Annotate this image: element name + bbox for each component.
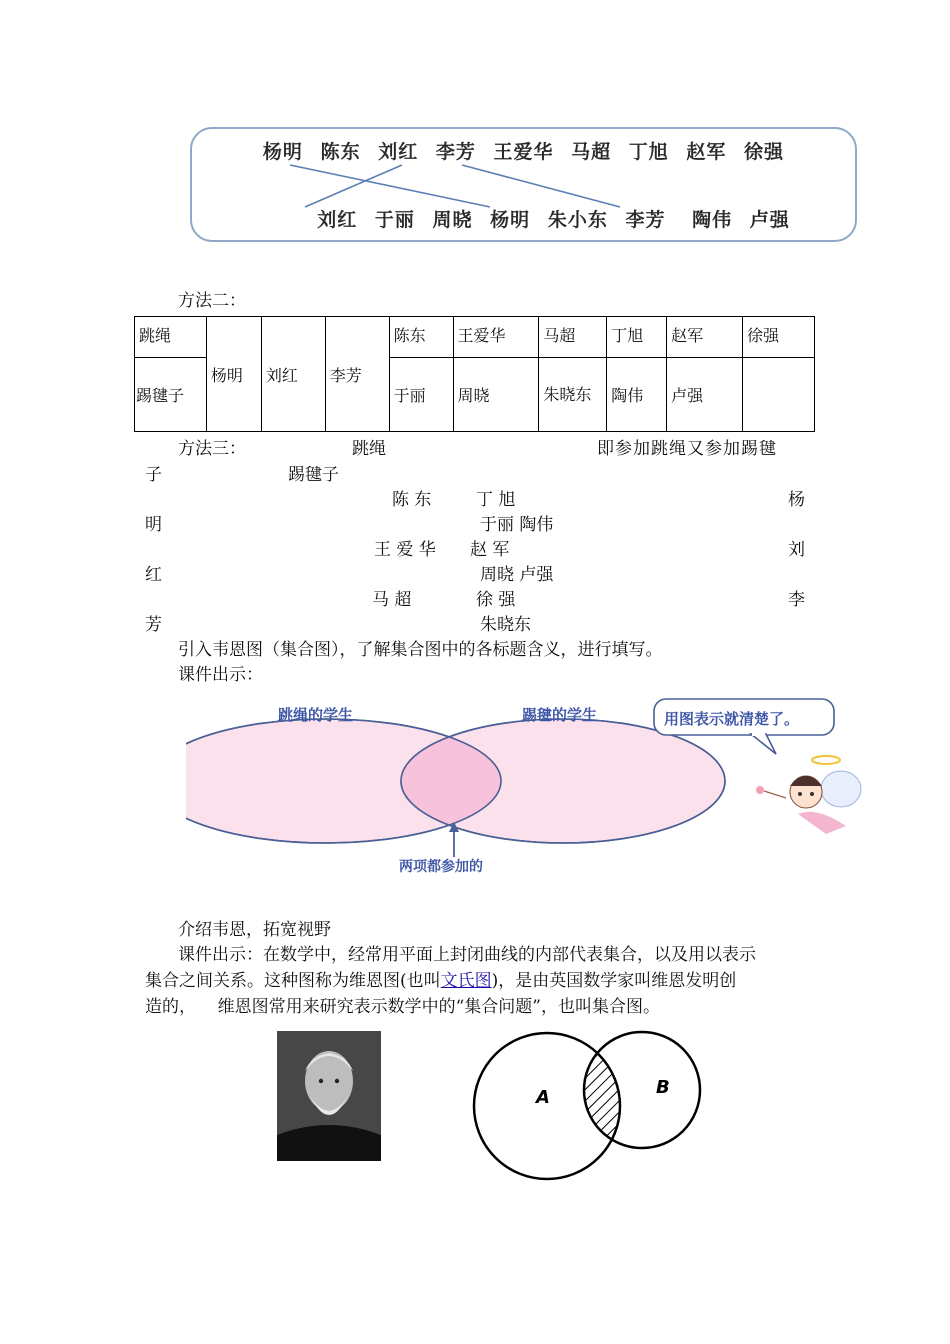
method3-heading: 方法三： — [178, 439, 246, 459]
name-item: 王爱华 — [493, 141, 554, 163]
table-cell: 陈东 — [389, 317, 453, 358]
method2-table — [134, 316, 815, 432]
name-item: 朱小东 — [547, 209, 608, 231]
portrait-svg — [277, 1031, 381, 1161]
jump-set-label: 跳绳的学生 — [278, 706, 354, 724]
method2-heading: 方法二： — [178, 291, 246, 311]
table-cell: 王爱华 — [453, 317, 539, 358]
method3-kick-label: 踢毽子 — [288, 465, 339, 485]
table-cell: 马超 — [539, 317, 607, 358]
intro-line: 引入韦恩图（集合图），了解集合图中的各标题含义，进行填写。 — [178, 640, 663, 660]
name-item: 卢强 — [749, 209, 790, 231]
method3-entry: 于丽 陶伟 — [480, 515, 554, 535]
method3-entry: 王 爱 华 — [374, 540, 436, 560]
method3-entry: 李 — [788, 590, 805, 610]
names-box — [190, 127, 857, 242]
body-text: 集合之间关系。这种图称为维恩图(也叫 — [145, 971, 441, 991]
body-paragraph-line: 课件出示：在数学中，经常用平面上封闭曲线的内部代表集合，以及用以表示 — [178, 945, 756, 965]
fairy-character-icon — [756, 756, 861, 834]
name-item: 刘红 — [378, 141, 419, 163]
table-cell: 李芳 — [325, 317, 389, 432]
kick-set-label: 踢毽的学生 — [522, 706, 598, 724]
method3-entry: 马 超 — [372, 590, 412, 610]
method3-entry: 丁 旭 — [476, 490, 516, 510]
table-cell: 周晓 — [453, 358, 539, 432]
method3-entry: 周晓 卢强 — [480, 565, 554, 585]
name-item: 徐强 — [744, 141, 785, 163]
venn-portrait — [277, 1031, 381, 1161]
method3-entry: 徐 强 — [476, 590, 516, 610]
intro2-title: 介绍韦恩，拓宽视野 — [178, 920, 331, 940]
table-cell: 陶伟 — [607, 358, 667, 432]
table-cell: 卢强 — [667, 358, 743, 432]
match-line — [462, 165, 620, 207]
body-paragraph-line: 造的， 维恩图常用来研究表示数学中的“集合问题”，也叫集合图。 — [145, 997, 660, 1017]
table-cell — [743, 358, 815, 432]
table-cell: 杨明 — [206, 317, 261, 432]
method3-both-label: 即参加跳绳又参加踢毽 — [597, 439, 777, 459]
wenn-diagram-link[interactable]: 文氏图 — [440, 971, 492, 991]
name-item: 周晓 — [432, 209, 473, 231]
method3-entry: 明 — [145, 515, 162, 535]
courseware-line: 课件出示： — [178, 665, 263, 685]
table-cell: 于丽 — [389, 358, 453, 432]
set-b-label: B — [656, 1077, 670, 1098]
table-cell: 刘红 — [261, 317, 325, 432]
match-lines — [190, 127, 857, 242]
name-item: 杨明 — [262, 141, 303, 163]
table-cell: 丁旭 — [607, 317, 667, 358]
name-item: 李芳 — [625, 209, 666, 231]
method3-entry: 刘 — [788, 540, 805, 560]
venn-illustration — [186, 694, 866, 884]
both-label: 两项都参加的 — [399, 859, 483, 875]
name-item: 于丽 — [374, 209, 415, 231]
name-item: 丁旭 — [628, 141, 669, 163]
name-item: 李芳 — [435, 141, 476, 163]
name-item: 陈东 — [320, 141, 361, 163]
venn-ab-diagram — [466, 1027, 706, 1187]
table-cell: 徐强 — [743, 317, 815, 358]
method3-entry: 红 — [145, 565, 162, 585]
body-paragraph-line — [145, 966, 736, 991]
method3-jump-label: 跳绳 — [352, 439, 386, 459]
name-item: 陶伟 — [692, 209, 733, 231]
method3-entry: 杨 — [788, 490, 805, 510]
method3-entry: 赵 军 — [470, 540, 510, 560]
method3-entry: 芳 — [145, 615, 162, 635]
table-cell: 跳绳 — [135, 317, 207, 358]
method3-entry: 陈 东 — [392, 490, 432, 510]
table-cell: 赵军 — [667, 317, 743, 358]
method3-both-label-cont: 子 — [145, 465, 162, 485]
table-cell: 踢毽子 — [135, 358, 207, 432]
name-item: 刘红 — [317, 209, 358, 231]
body-text: )，是由英国数学家叫维恩发明创 — [491, 971, 737, 991]
name-item: 杨明 — [490, 209, 531, 231]
table-cell: 朱晓东 — [539, 358, 607, 432]
name-item: 赵军 — [686, 141, 727, 163]
bubble-text: 用图表示就清楚了。 — [664, 710, 800, 728]
method3-entry: 朱晓东 — [480, 615, 531, 635]
set-a-label: A — [536, 1087, 550, 1108]
name-item: 马超 — [571, 141, 612, 163]
